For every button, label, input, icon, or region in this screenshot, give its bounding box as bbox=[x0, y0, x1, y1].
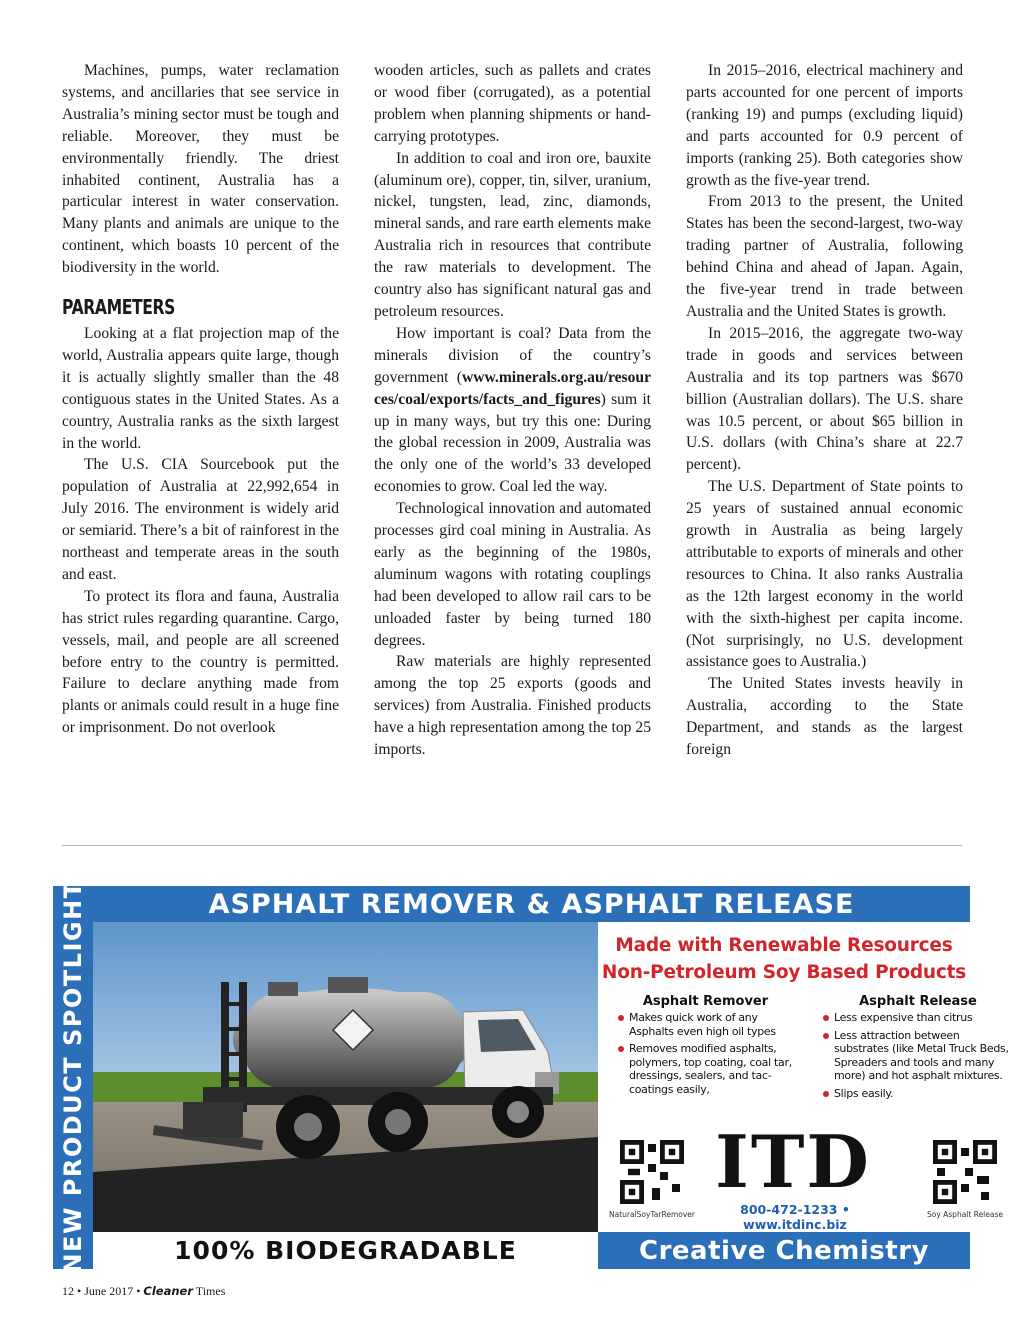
asphalt-release-section bbox=[823, 994, 1013, 1104]
paragraph: Technological innovation and automated processes gird coal mining in Australia. As early as the beginning of the 1980s, aluminum wagons with rotating couplings had been developed to allow rail cars to be unloaded faster by being turned 180 degrees. bbox=[374, 500, 651, 649]
paragraph: In addition to coal and iron ore, bauxite (aluminum ore), copper, tin, silver, uranium, nickel, tungsten, lead, zinc, diamonds, mineral sands, and rare earth elements make Australia rich in resources that contribute the raw materials to development. The country also has significant natural gas and petroleum resources. bbox=[374, 149, 651, 320]
ad-product-info bbox=[598, 922, 1009, 1232]
ad-tagline-renewable: Made with Renewable Resources bbox=[615, 935, 953, 956]
qr-code-left-icon[interactable] bbox=[620, 1140, 684, 1204]
paragraph: From 2013 to the present, the United States has been the second-largest, two-way trading partner of Australia, following behind China and ahead of Japan. Again, the five-year trend in trade between Australia and the United States is growth. bbox=[686, 193, 963, 320]
section-divider bbox=[62, 845, 962, 846]
remover-bullet: Removes modified asphalts, polymers, top coating, coal tar, dressings, sealers, and tac-coatings easily, bbox=[618, 1042, 793, 1096]
asphalt-truck-image bbox=[93, 922, 598, 1232]
paragraph: The U.S. Department of State points to 25 years of sustained annual economic growth in Australia as being largely attributable to exports of minerals and other resources to China. It also ranks Australia as the 12th largest economy in the world with the sixth-highest per capita income. (Not surprisingly, no U.S. development assistance goes to Australia.) bbox=[686, 478, 963, 671]
section-heading: PARAMETERS bbox=[62, 295, 175, 320]
paragraph-text: How important is coal? Data from the minerals division of the country’s government ( bbox=[374, 324, 651, 386]
asphalt-remover-title: Asphalt Remover bbox=[642, 994, 769, 1009]
issue-date: June 2017 bbox=[84, 1284, 134, 1298]
ad-footer-biodegradable: 100% BIODEGRADABLE bbox=[93, 1232, 598, 1269]
paragraph: wooden articles, such as pallets and crates or wood fiber (corrugated), as a potential problem when planning shipments or hand-carrying prototypes. bbox=[374, 62, 651, 145]
itd-logo: ITD bbox=[715, 1119, 871, 1204]
minerals-url-link[interactable]: www.minerals.org.au/resources/coal/exports/facts_and_figures bbox=[374, 368, 651, 408]
ad-side-label: NEW PRODUCT SPOTLIGHT bbox=[59, 880, 87, 1274]
separator: • bbox=[77, 1284, 82, 1298]
remover-bullet: Makes quick work of any Asphalts even high oil types bbox=[618, 1011, 793, 1038]
ad-tagline-soy: Non-Petroleum Soy Based Products bbox=[601, 962, 967, 983]
asphalt-remover-section bbox=[618, 994, 793, 1100]
truck-photo bbox=[93, 922, 598, 1232]
paragraph bbox=[374, 323, 651, 498]
paragraph: In 2015–2016, electrical machinery and parts accounted for one percent of imports (ranking 19) and pumps (excluding liquid) and parts accounted for 0.9 percent of imports (ranking 25). Both categories show growth as the five-year trend. bbox=[686, 62, 963, 189]
article-column-1 bbox=[62, 60, 339, 739]
ad-side-banner bbox=[53, 880, 93, 1274]
article-column-3 bbox=[686, 60, 963, 761]
qr-code-right-icon[interactable] bbox=[933, 1140, 997, 1204]
ad-footer-slogan: Creative Chemistry bbox=[598, 1232, 970, 1269]
paragraph: Raw materials are highly represented among the top 25 exports (goods and services) from Australia. Finished products have a high representation among the top 25 imports. bbox=[374, 653, 651, 759]
paragraph: To protect its flora and fauna, Australia has strict rules regarding quarantine. Cargo, vessels, mail, and people are all screened before entry to the country is permitted. Failure to declare anything made from plants or animals could result in a huge fine or imprisonment. Do not overlook bbox=[62, 587, 339, 737]
paragraph: Looking at a flat projection map of the world, Australia appears quite large, though it is actually slightly smaller than the 48 contiguous states in the United States. As a country, Australia ranks as the sixth largest in the world. bbox=[62, 324, 339, 452]
release-bullet: Less attraction between substrates (like Metal Truck Beds, Spreaders and tools and many more) and hot asphalt mixtures. bbox=[823, 1029, 1013, 1083]
ad-contact[interactable]: 800-472-1233 • www.itdinc.biz bbox=[740, 1202, 850, 1232]
advertisement[interactable] bbox=[53, 880, 1009, 1274]
ad-headline: ASPHALT REMOVER & ASPHALT RELEASE bbox=[93, 886, 970, 922]
magazine-name-italic: Cleaner bbox=[143, 1284, 194, 1298]
paragraph: The U.S. CIA Sourcebook put the population of Australia at 22,992,654 in July 2016. The environment is widely arid or semiarid. There’s a bit of rainforest in the northeast and temperate areas in the south and east. bbox=[62, 456, 339, 583]
qr-left-caption: NaturalSoyTarRemover bbox=[609, 1210, 695, 1219]
separator: • bbox=[136, 1284, 141, 1298]
asphalt-release-title: Asphalt Release bbox=[859, 994, 977, 1009]
release-bullet: Slips easily. bbox=[823, 1087, 1013, 1101]
release-bullet: Less expensive than citrus bbox=[823, 1011, 1013, 1025]
paragraph-text: ) sum it up in many ways, but try this one: During the global recession in 2009, Australia was the only one of the world’s 33 developed economies to grow. Coal led the way. bbox=[374, 390, 651, 496]
magazine-name: Times bbox=[193, 1284, 226, 1298]
paragraph: Machines, pumps, water reclamation systems, and ancillaries that see service in Australia’s mining sector must be tough and reliable. Moreover, they must be environmentally friendly. The driest inhabited continent, Australia has a particular interest in water conservation. Many plants and animals are unique to the continent, which boasts 10 percent of the biodiversity in the world. bbox=[62, 62, 339, 277]
article-column-2 bbox=[374, 60, 651, 761]
paragraph: The United States invests heavily in Australia, according to the State Department, and stands as the largest foreign bbox=[686, 675, 963, 759]
qr-right-caption: Soy Asphalt Release bbox=[926, 1210, 1004, 1219]
paragraph: In 2015–2016, the aggregate two-way trade in goods and services between Australia and its top partners was $670 billion (Australian dollars). The U.S. share was 10.5 percent, or about $65 billion in U.S. dollars (with China’s share at 22.7 percent). bbox=[686, 324, 963, 474]
page-footer bbox=[62, 1284, 225, 1299]
page-number: 12 bbox=[62, 1284, 74, 1298]
